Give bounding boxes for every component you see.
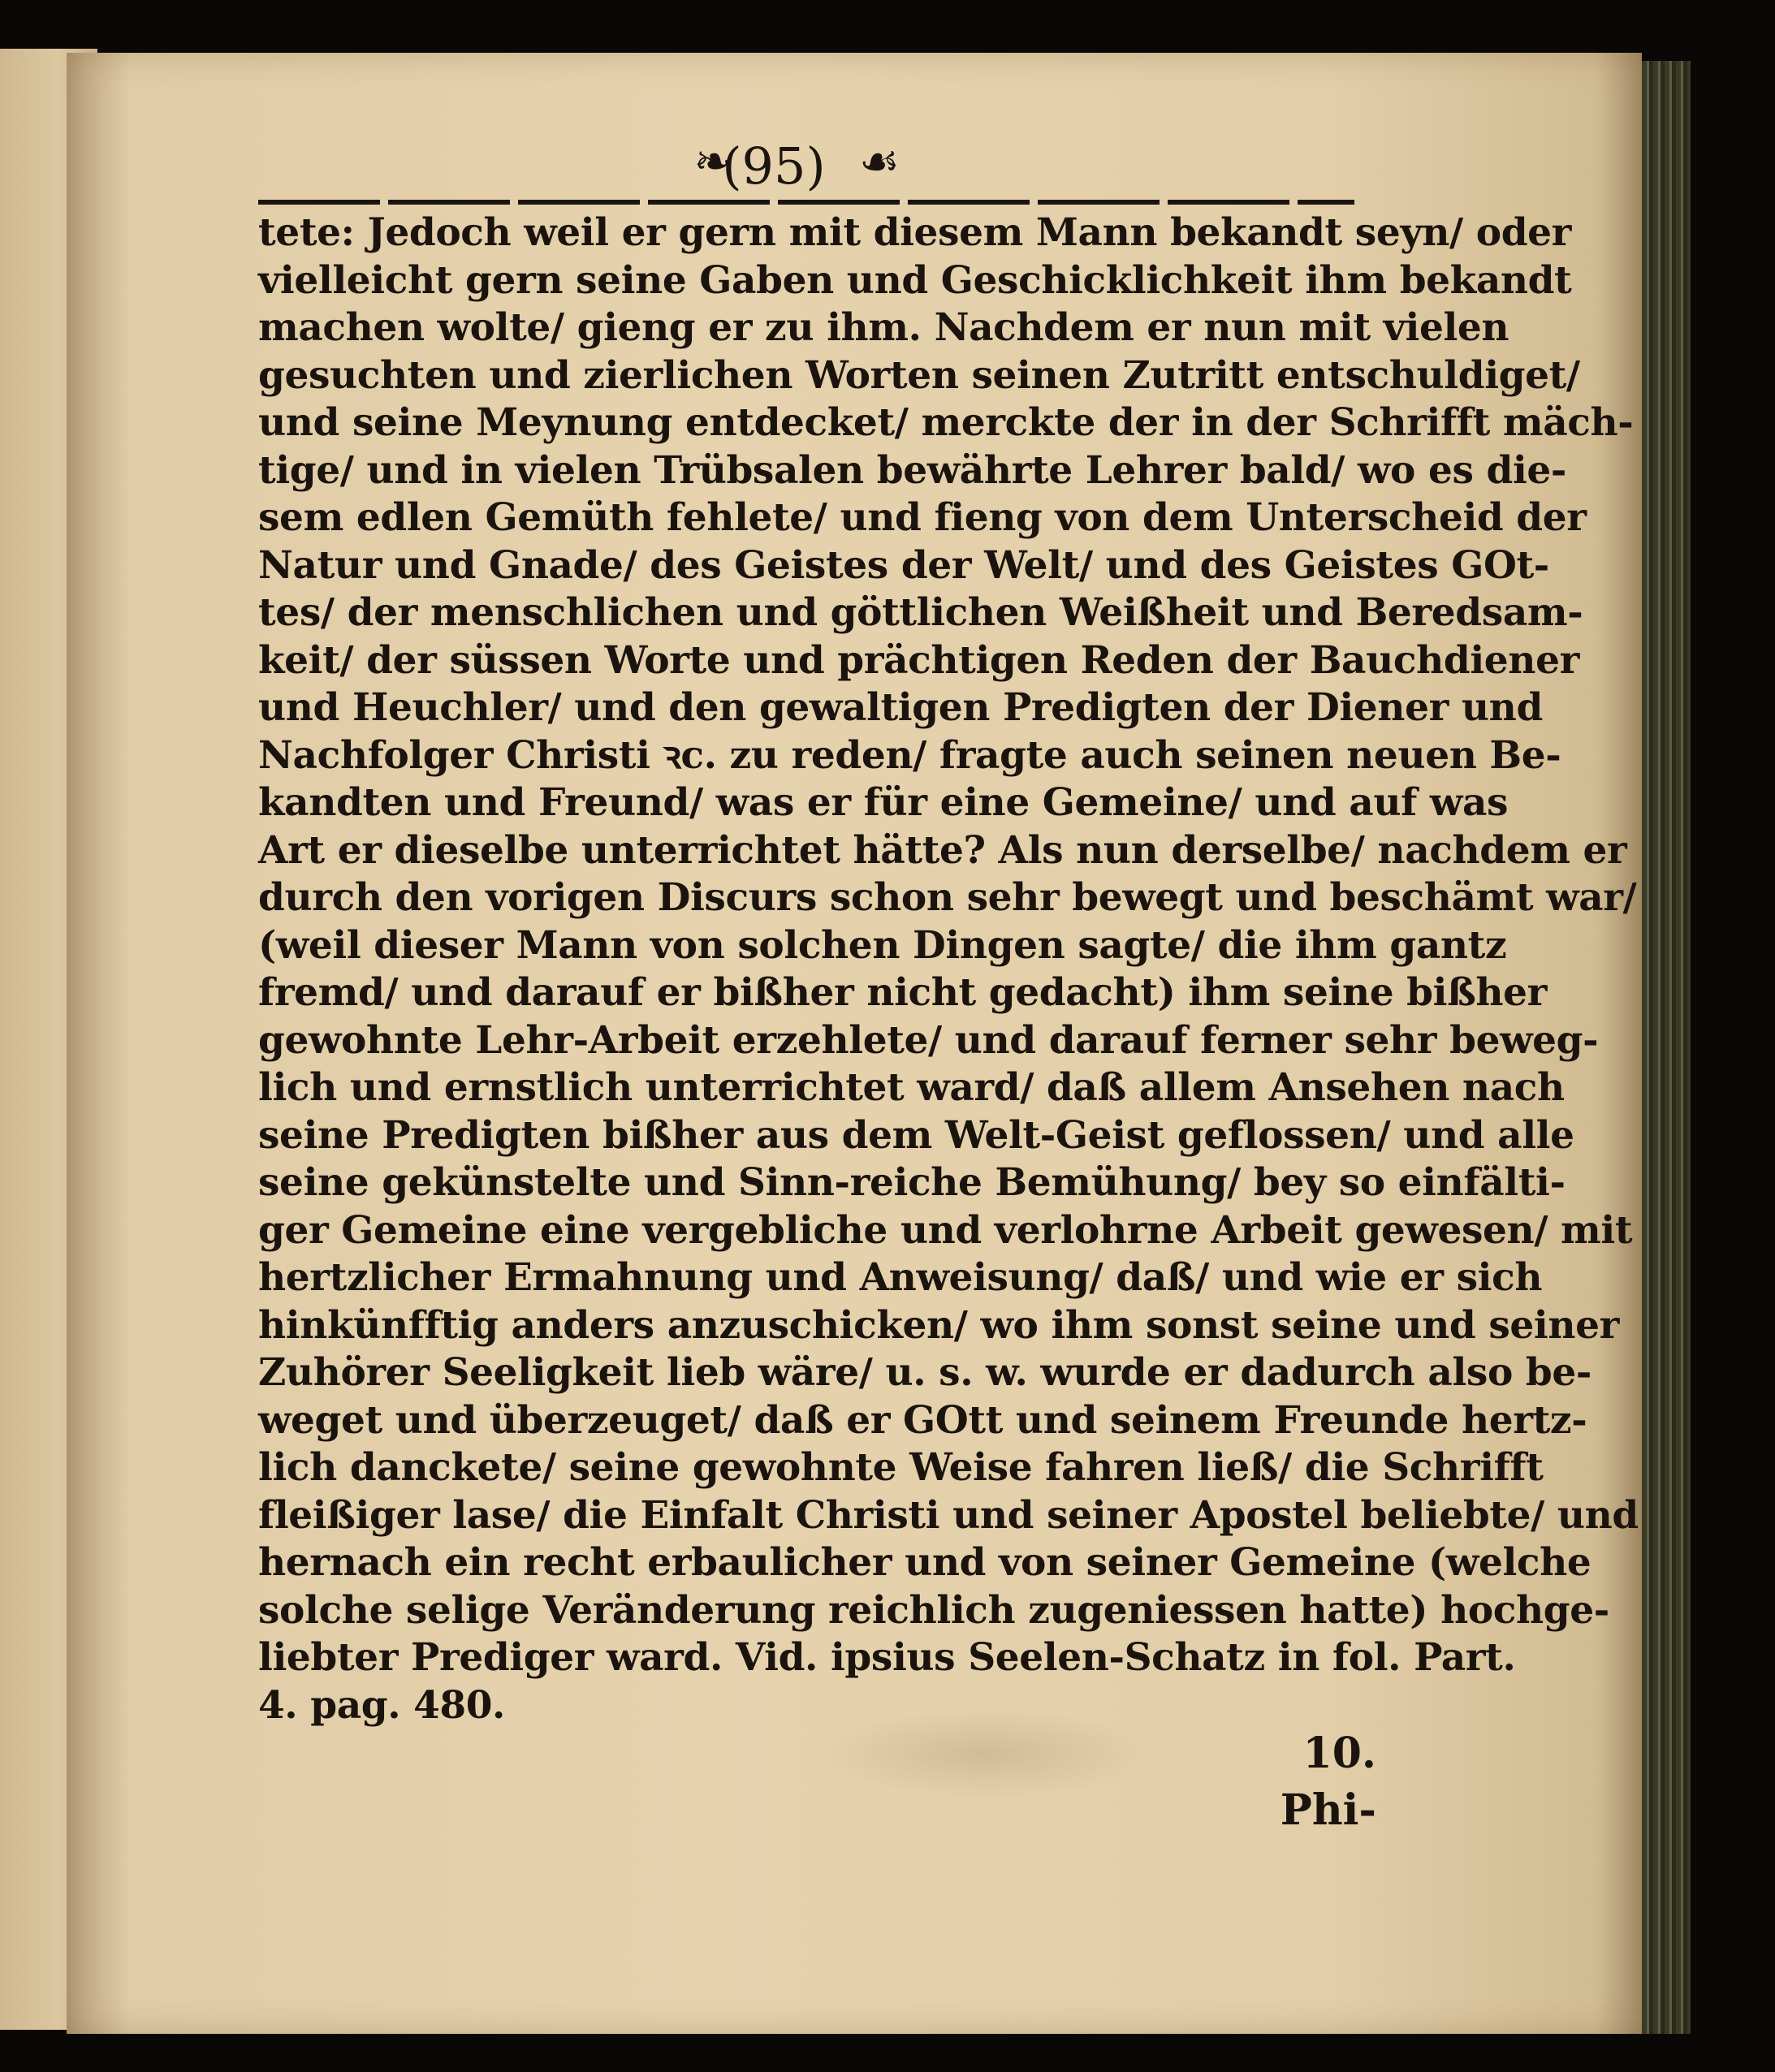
page-number: (95) (722, 136, 826, 196)
text-line: kandten und Freund/ was er für eine Gemeine/ und auf was (258, 780, 1509, 825)
text-line: (weil dieser Mann von solchen Dingen sagte/ die ihm gantz (258, 922, 1507, 968)
text-line: weget und überzeuget/ daß er GOtt und seinem Freunde hertz- (258, 1397, 1587, 1443)
text-line: hernach ein recht erbaulicher und von seiner Gemeine (welche (258, 1540, 1591, 1585)
text-line: solche selige Veränderung reichlich zugeniessen hatte) hochge- (258, 1587, 1609, 1633)
text-line: gesuchten und zierlichen Worten seinen Zutritt entschuldiget/ (258, 352, 1580, 398)
header-rule (258, 200, 1354, 205)
text-line: lich danckete/ seine gewohnte Weise fahren ließ/ die Schrifft (258, 1445, 1544, 1490)
text-line: keit/ der süssen Worte und prächtigen Reden der Bauchdiener (258, 637, 1579, 683)
text-line: lich und ernstlich unterrichtet ward/ daß allem Ansehen nach (258, 1065, 1565, 1110)
text-line: seine gekünstelte und Sinn-reiche Bemühung/ bey so einfälti- (258, 1160, 1566, 1205)
text-line: Nachfolger Christi ꝛc. zu reden/ fragte auch seinen neuen Be- (258, 732, 1561, 778)
text-line: fleißiger lase/ die Einfalt Christi und seiner Apostel beliebte/ und (258, 1492, 1639, 1538)
text-line: machen wolte/ gieng er zu ihm. Nachdem er nun mit vielen (258, 305, 1509, 350)
text-line: tete: Jedoch weil er gern mit diesem Mann bekandt seyn/ oder (258, 210, 1572, 255)
show-through-smudge (812, 1709, 1153, 1798)
text-line: gewohnte Lehr-Arbeit erzehlete/ und darauf ferner sehr beweg- (258, 1017, 1599, 1063)
text-line: hinkünfftig anders anzuschicken/ wo ihm sonst seine und seiner (258, 1302, 1619, 1348)
text-line: und Heuchler/ und den gewaltigen Predigten der Diener und (258, 685, 1543, 730)
text-line: hertzlicher Ermahnung und Anweisung/ daß/ und wie er sich (258, 1255, 1543, 1300)
text-line: fremd/ und darauf er bißher nicht gedacht) ihm seine bißher (258, 970, 1548, 1015)
text-line: tige/ und in vielen Trübsalen bewährte Lehrer bald/ wo es die- (258, 447, 1567, 493)
text-line: Natur und Gnade/ des Geistes der Welt/ und des Geistes GOt- (258, 542, 1549, 588)
page-stack-edge (1642, 61, 1691, 2034)
text-line: und seine Meynung entdecket/ merckte der in der Schrifft mäch- (258, 400, 1634, 445)
text-line: Zuhörer Seeligkeit lieb wäre/ u. s. w. wurde er dadurch also be- (258, 1350, 1591, 1395)
text-line: Art er dieselbe unterrichtet hätte? Als nun derselbe/ nachdem er (258, 827, 1627, 873)
text-line: durch den vorigen Discurs schon sehr bewegt und beschämt war/ (258, 875, 1637, 920)
catchword: 10. Phi- (1280, 1729, 1376, 1835)
text-line: vielleicht gern seine Gaben und Geschicklichkeit ihm bekandt (258, 257, 1572, 303)
text-line: sem edlen Gemüth fehlete/ und fieng von dem Unterscheid der (258, 495, 1587, 540)
text-line: 4. pag. 480. (258, 1682, 506, 1728)
text-line: ger Gemeine eine vergebliche und verlohrne Arbeit gewesen/ mit (258, 1207, 1633, 1253)
right-ornament-icon: ☙ (858, 136, 900, 188)
text-line: liebter Prediger ward. Vid. ipsius Seelen-Schatz in fol. Part. (258, 1635, 1516, 1680)
left-ornament-icon: ❧ (693, 136, 732, 188)
text-line: seine Predigten bißher aus dem Welt-Geist geflossen/ und alle (258, 1112, 1574, 1158)
body-text (258, 209, 1639, 1729)
running-header (258, 138, 1354, 203)
text-line: tes/ der menschlichen und göttlichen Weißheit und Beredsam- (258, 590, 1583, 635)
